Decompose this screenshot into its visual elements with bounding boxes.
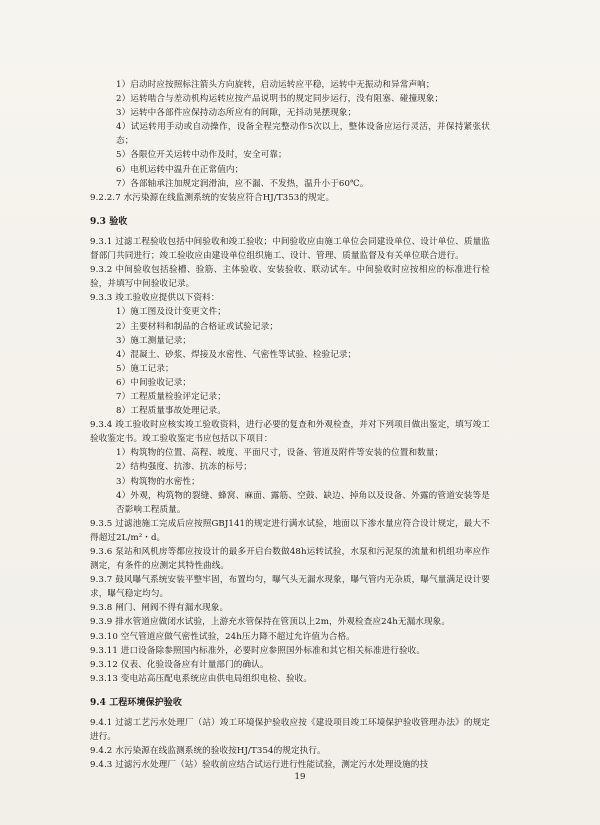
list-item: 3）构筑物的水密性；	[116, 476, 200, 487]
clause-9-3-4: 9.3.4 竣工验收时应核实竣工验收资料，进行必要的复查和外观检查，并对下列项目做出鉴定，填写竣工验收鉴定书。竣工验收鉴定书应包括以下项目：	[90, 420, 490, 445]
clause-9-3-7: 9.3.7 鼓风曝气系统安装平整牢固，布置均匀，曝气头无漏水现象，曝气管内无杂质，曝气量满足设计要求，曝气稳定均匀。	[90, 575, 490, 600]
clause-9-3-12: 9.3.12 仪表、化验设备应有计量部门的确认。	[90, 659, 269, 670]
list-item: 7）各部轴承注加规定润滑油，应不漏、不发热，温升小于60℃。	[116, 178, 369, 189]
list-item: 1）施工图及设计变更文件；	[116, 307, 226, 318]
clause-9-4-2: 9.4.2 水污染源在线监测系统的验收按HJ/T354的规定执行。	[90, 746, 326, 757]
clause-9-3-11: 9.3.11 进口设备除参照国内标准外，必要时应参照国外标准和其它相关标准进行验收。	[90, 645, 426, 656]
clause-9-3-1: 9.3.1 过滤工程验收包括中间验收和竣工验收；中间验收应由施工单位会同建设单位、设计单位、质量监督部门共同进行；竣工验收应由建设单位组织施工、设计、管理、质量监督及有关单位联合进行。	[90, 236, 490, 262]
list-item: 7）工程质量检验评定记录；	[116, 391, 226, 402]
list-item: 1）构筑物的位置、高程、坡度、平面尺寸，设备、管道及附件等安装的位置和数量；	[116, 448, 444, 459]
clause-9-2-2-7: 9.2.2.7 水污染源在线监测系统的安装应符合HJ/T353的规定。	[90, 192, 335, 203]
page-number: 19	[294, 772, 306, 782]
clause-9-3-5: 9.3.5 过滤池施工完成后应按照GBJ141的规定进行满水试验，地面以下渗水量应符合设计规定，最大不得超过2L/m²・d。	[90, 518, 490, 543]
clause-9-3-10: 9.3.10 空气管道应做气密性试验，24h压力降不超过允许值为合格。	[90, 631, 355, 642]
list-item: 2）结构强度、抗渗、抗冻的标号；	[116, 462, 252, 473]
clause-9-4-1: 9.4.1 过滤工艺污水处理厂（站）竣工环境保护验收应按《建设项目竣工环境保护验收管理办法》的规定进行。	[90, 718, 490, 743]
clause-9-4-3: 9.4.3 过滤污水处理厂（站）验收前应结合试运行进行性能试验，测定污水处理设施的技	[90, 760, 429, 771]
list-item: 6）电机运转中温升在正常值内；	[116, 164, 244, 175]
clause-9-3-9: 9.3.9 排水管道应做闭水试验，上游充水管保持在管顶以上2m，外观检查应24h无漏水现象。	[90, 617, 451, 628]
clause-9-3-8: 9.3.8 闸门、闸阀不得有漏水现象。	[90, 603, 229, 614]
list-item: 5）各限位开关运转中动作及时，安全可靠；	[116, 150, 287, 161]
list-item: 5）施工记录；	[116, 363, 174, 374]
list-item: 2）运转啮合与差动机构运转应按产品说明书的规定同步运行，没有阻塞、碰撞现象；	[116, 94, 444, 105]
list-item: 4）混凝土、砂浆、焊接及水密性、气密性等试验、检验记录；	[116, 349, 357, 360]
clause-9-3-13: 9.3.13 变电站高压配电系统应由供电局组织电检、验收。	[90, 673, 313, 684]
section-heading-9-3: 9.3 验收	[90, 216, 128, 227]
list-item: 4）试运转用手动或自动操作，设备全程完整动作5次以上，整体设备应运行灵活，并保持紧张状态；	[116, 122, 490, 147]
list-item: 2）主要材料和制品的合格证或试验记录；	[116, 321, 279, 332]
list-item: 4）外观，构筑物的裂缝、蜂窝、麻面、露筋、空鼓、缺边、掉角以及设备、外露的管道安装等是否影响工程质量。	[116, 490, 490, 515]
list-item: 3）运转中各部件应保持动态所应有的间隙，无抖动晃摆现象；	[116, 108, 357, 119]
clause-9-3-3: 9.3.3 竣工验收应提供以下资料：	[90, 293, 220, 304]
section-heading-9-4: 9.4 工程环境保护验收	[90, 697, 182, 708]
list-item: 8）工程质量事故处理记录。	[116, 406, 226, 417]
clause-9-3-6: 9.3.6 泵站和风机房等都应按设计的最多开启台数做48h运转试验，水泵和污泥泵的流量和机组功率应作测定，有条件的应测定其特性曲线。	[90, 547, 490, 572]
clause-9-3-2: 9.3.2 中间验收包括验槽、验筋、主体验收、安装验收、联动试车。中间验收时应按相应的标准进行检验，并填写中间验收记录。	[90, 265, 490, 290]
list-item: 3）施工测量记录；	[116, 335, 192, 346]
list-item: 6）中间验收记录；	[116, 377, 192, 388]
list-item: 1）启动时应按照标注箭头方向旋转，启动运转应平稳，运转中无振动和异常声响；	[116, 80, 435, 90]
page-body	[90, 78, 490, 772]
